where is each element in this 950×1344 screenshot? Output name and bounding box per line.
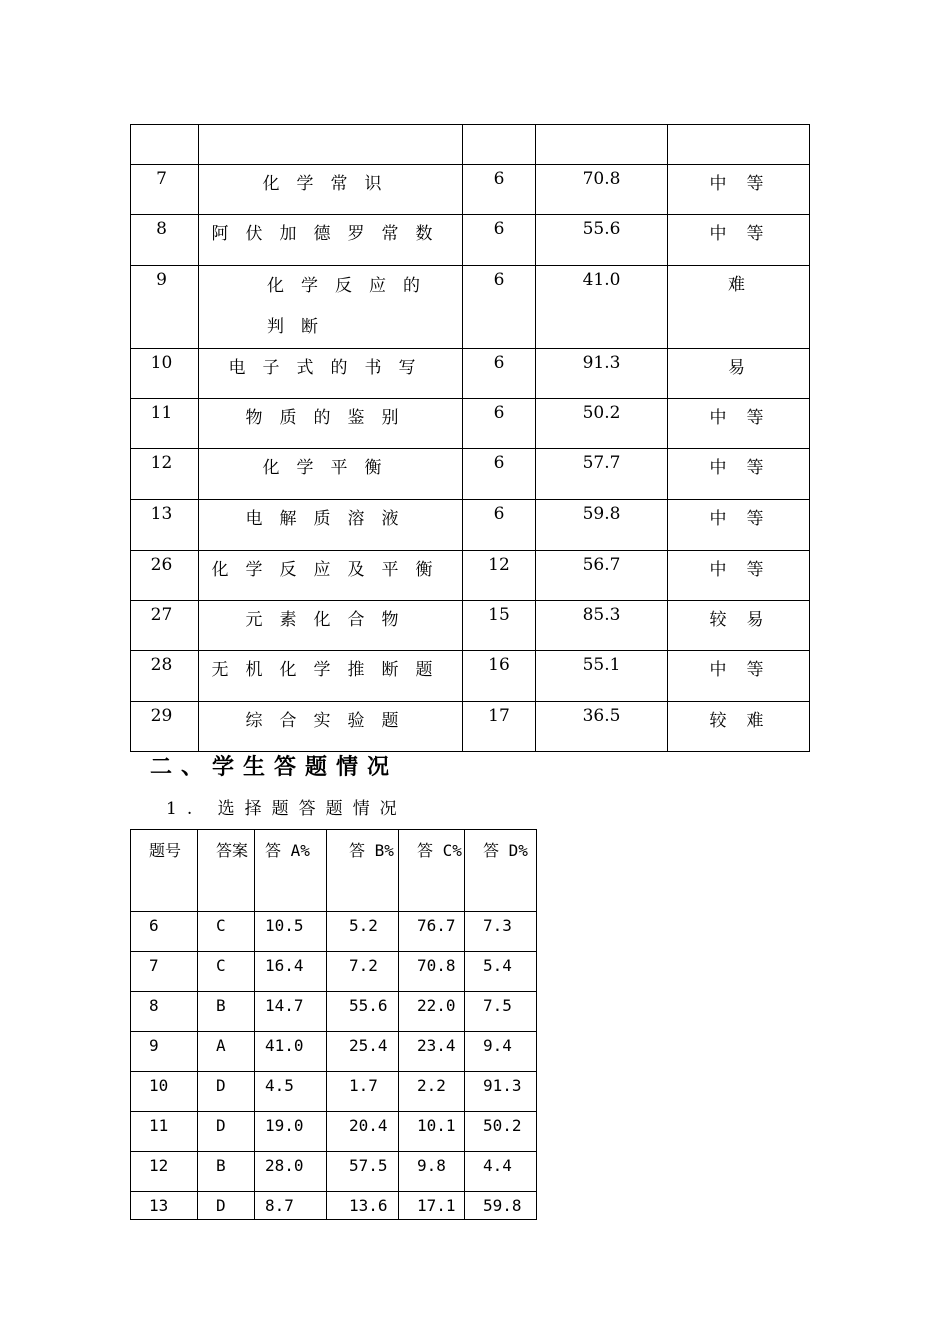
subsection-title: 1. 选择题答题情况	[166, 799, 407, 819]
table-cell: 19.0	[255, 1112, 327, 1152]
topic: 化学常识	[199, 165, 463, 215]
table-row	[131, 651, 810, 702]
question-number: 27	[131, 601, 199, 651]
topic: 电子式的书写	[199, 349, 463, 399]
table-cell: 9.4	[465, 1032, 537, 1072]
score: 6	[463, 215, 536, 266]
table-cell: 25.4	[327, 1032, 399, 1072]
score-rate: 57.7	[536, 449, 668, 500]
table-cell: A	[198, 1032, 255, 1072]
table-cell: 20.4	[327, 1112, 399, 1152]
table-cell: 57.5	[327, 1152, 399, 1192]
table-cell: 23.4	[399, 1032, 465, 1072]
table-row	[131, 1032, 537, 1072]
table-row	[131, 1072, 537, 1112]
topic: 元素化合物	[199, 601, 463, 651]
section-title: 二、学生答题情况	[150, 755, 399, 780]
difficulty: 中等	[668, 215, 810, 266]
table-cell: 70.8	[399, 952, 465, 992]
table-cell: C	[198, 912, 255, 952]
table-row	[131, 1112, 537, 1152]
question-number: 9	[131, 266, 199, 349]
table-cell: 10.1	[399, 1112, 465, 1152]
header-cell: 题号	[131, 830, 198, 912]
table-row	[131, 165, 810, 215]
table-row	[131, 952, 537, 992]
table-row	[131, 912, 537, 952]
score: 6	[463, 449, 536, 500]
difficulty: 中等	[668, 165, 810, 215]
header-cell: 答 B%	[327, 830, 399, 912]
difficulty: 中等	[668, 399, 810, 449]
table-cell: 59.8	[465, 1192, 537, 1220]
table-cell: C	[198, 952, 255, 992]
table-cell: 7	[131, 952, 198, 992]
table-cell: 4.5	[255, 1072, 327, 1112]
table-cell: D	[198, 1112, 255, 1152]
table-cell: 2.2	[399, 1072, 465, 1112]
table-cell: 1.7	[327, 1072, 399, 1112]
difficulty: 中等	[668, 551, 810, 601]
table-row	[131, 601, 810, 651]
score: 6	[463, 349, 536, 399]
table-cell: 5.4	[465, 952, 537, 992]
question-number: 13	[131, 500, 199, 551]
score: 6	[463, 165, 536, 215]
question-number: 28	[131, 651, 199, 702]
question-number: 10	[131, 349, 199, 399]
difficulty: 中等	[668, 500, 810, 551]
score-rate: 36.5	[536, 702, 668, 752]
topic: 无机化学推断题	[199, 651, 463, 702]
difficulty: 难	[668, 266, 810, 349]
question-number: 7	[131, 165, 199, 215]
topic: 化学反应及平衡	[199, 551, 463, 601]
table-cell: B	[198, 1152, 255, 1192]
table-cell: 7.5	[465, 992, 537, 1032]
table-cell: D	[198, 1192, 255, 1220]
score-rate: 56.7	[536, 551, 668, 601]
question-number: 29	[131, 702, 199, 752]
score-rate: 70.8	[536, 165, 668, 215]
score: 6	[463, 500, 536, 551]
score-rate	[536, 125, 668, 165]
score-rate: 50.2	[536, 399, 668, 449]
table-cell: 7.2	[327, 952, 399, 992]
table-cell: 5.2	[327, 912, 399, 952]
table-header-row	[131, 830, 537, 912]
topic: 阿伏加德罗常数	[199, 215, 463, 266]
difficulty: 中等	[668, 651, 810, 702]
score-rate: 85.3	[536, 601, 668, 651]
score: 6	[463, 399, 536, 449]
table-cell: 91.3	[465, 1072, 537, 1112]
difficulty: 易	[668, 349, 810, 399]
score-rate: 55.1	[536, 651, 668, 702]
table-cell: 11	[131, 1112, 198, 1152]
choice-answer-table	[130, 829, 537, 1220]
score: 6	[463, 266, 536, 349]
table-cell: 22.0	[399, 992, 465, 1032]
topic: 化学平衡	[199, 449, 463, 500]
table-cell: 14.7	[255, 992, 327, 1032]
score: 16	[463, 651, 536, 702]
table-row	[131, 992, 537, 1032]
table-cell: 7.3	[465, 912, 537, 952]
difficulty: 较难	[668, 702, 810, 752]
difficulty: 较易	[668, 601, 810, 651]
table-cell: 55.6	[327, 992, 399, 1032]
table-cell: 41.0	[255, 1032, 327, 1072]
table-cell: 12	[131, 1152, 198, 1192]
topic: 物质的鉴别	[199, 399, 463, 449]
difficulty: 中等	[668, 449, 810, 500]
table-row	[131, 1152, 537, 1192]
table-row	[131, 215, 810, 266]
table-row	[131, 551, 810, 601]
table-cell: 9	[131, 1032, 198, 1072]
table-cell: 50.2	[465, 1112, 537, 1152]
question-number: 26	[131, 551, 199, 601]
score-rate: 59.8	[536, 500, 668, 551]
table-row	[131, 399, 810, 449]
table-row	[131, 449, 810, 500]
header-cell: 答案	[198, 830, 255, 912]
table-cell: 13	[131, 1192, 198, 1220]
header-cell: 答 C%	[399, 830, 465, 912]
table-cell: 4.4	[465, 1152, 537, 1192]
topic: 化学反应的判断	[199, 266, 463, 349]
score: 15	[463, 601, 536, 651]
score	[463, 125, 536, 165]
topic: 综合实验题	[199, 702, 463, 752]
difficulty-table	[130, 124, 810, 752]
table-row	[131, 500, 810, 551]
table-cell: D	[198, 1072, 255, 1112]
score: 17	[463, 702, 536, 752]
score-rate: 91.3	[536, 349, 668, 399]
table-cell: 9.8	[399, 1152, 465, 1192]
table-cell: 8	[131, 992, 198, 1032]
score-rate: 41.0	[536, 266, 668, 349]
score-rate: 55.6	[536, 215, 668, 266]
table-row	[131, 1192, 537, 1220]
table-cell: 10	[131, 1072, 198, 1112]
table-row	[131, 702, 810, 752]
table-cell: 28.0	[255, 1152, 327, 1192]
table-cell: 16.4	[255, 952, 327, 992]
table-row	[131, 125, 810, 165]
difficulty	[668, 125, 810, 165]
question-number: 8	[131, 215, 199, 266]
question-number: 12	[131, 449, 199, 500]
topic: 电解质溶液	[199, 500, 463, 551]
table-cell: 17.1	[399, 1192, 465, 1220]
table-cell: 13.6	[327, 1192, 399, 1220]
table-row	[131, 349, 810, 399]
table-cell: 76.7	[399, 912, 465, 952]
topic	[199, 125, 463, 165]
table-row	[131, 266, 810, 349]
question-number	[131, 125, 199, 165]
table-cell: B	[198, 992, 255, 1032]
question-number: 11	[131, 399, 199, 449]
table-cell: 10.5	[255, 912, 327, 952]
table-cell: 8.7	[255, 1192, 327, 1220]
score: 12	[463, 551, 536, 601]
header-cell: 答 D%	[465, 830, 537, 912]
header-cell: 答 A%	[255, 830, 327, 912]
table-cell: 6	[131, 912, 198, 952]
